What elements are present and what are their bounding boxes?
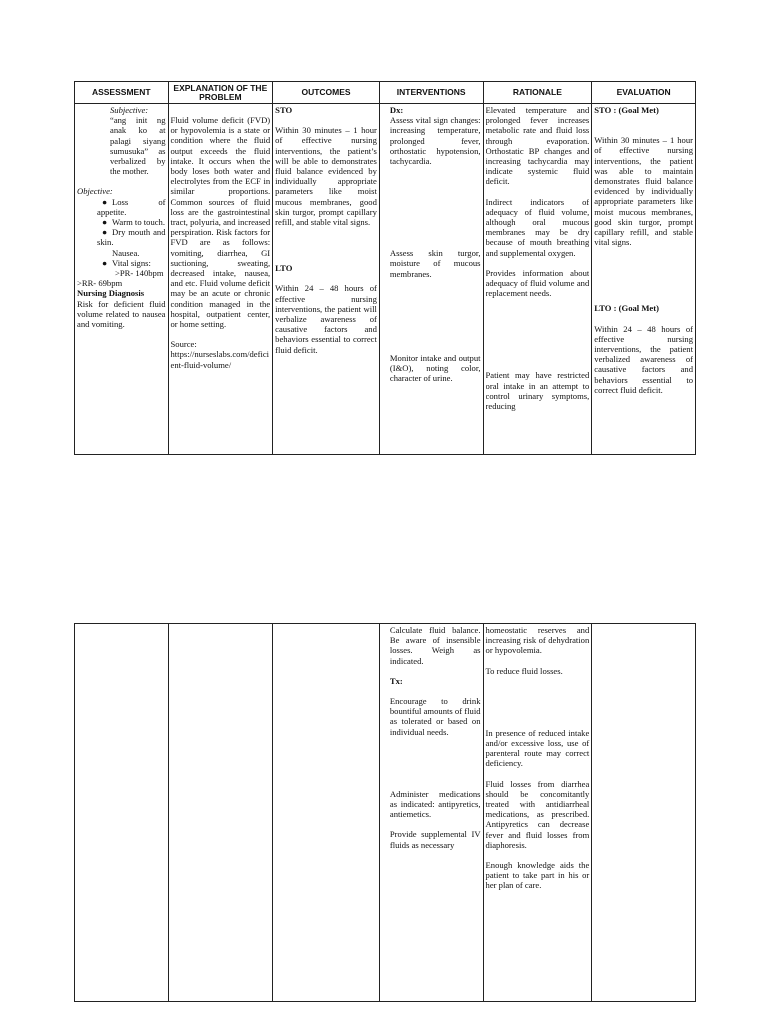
eval-lto-text: Within 24 – 48 hours of effective nursing interventions, the patient verbalized awareness of causative factors and behaviors essential to correct fluid deficit. [594,323,693,395]
explanation-cell-continued [168,624,273,1002]
outcomes-cell-continued [273,624,380,1002]
bullet-icon: ● [102,217,108,228]
eval-sto-text: Within 30 minutes – 1 hour of effective nursing interventions, the patient was able to maintain demonstrates fluid balance evidenced by individually appropriate parameters like moist mucous membranes, good skin turgor, prompt capillary refill, and stable vital signs. [594,135,693,248]
header-explanation: EXPLANATION OF THE PROBLEM [168,82,273,104]
intervention-item: Provide supplemental IV fluids as necessary [389,829,481,850]
sto-text: Within 30 minutes – 1 hour of effective nursing interventions, the patient’s will be able to demonstrates fluid balance evidenced by individually appropriate parameters like moist mucous membranes, good skin turgor, prompt capillary refill, and stable vital signs. [275,125,377,228]
interventions-cell [379,104,483,455]
bullet-text: Dry mouth and skin. [97,227,166,248]
objective-label: Objective: [77,186,113,197]
outcomes-cell [273,104,380,455]
bullet-text: Loss of appetite. [97,196,166,217]
assessment-cell-continued [75,624,169,1002]
rationale-item: Fluid losses from diarrhea should be concomitantly treated with antidiarrheal medications, as prescribed. Antipyretics can decrease fever and fluid losses from diaphoresis. [485,778,590,850]
rationale-item: In presence of reduced intake and/or excessive loss, use of parenteral route may correct deficiency. [485,727,590,769]
bullet-text: Warm to touch. [112,217,166,228]
explanation-text: Fluid volume deficit (FVD) or hypovolemia is a state or condition where the fluid output exceeds the fluid intake. It occurs when the body loses both water and electrolytes from the ECF in similar proportions. Common sources of fluid loss are the gastrointestinal tract, polyuria, and increased perspiration. Risk factors for FVD are as follows: vomiting, diarrhea, GI suctioning, sweating, decreased intake, nausea, and etc. Fluid volume deficit may be an acute or chronic condition managed in the hospital, outpatient center, or home setting. [170,115,271,330]
dx-label: Dx: [389,105,404,115]
nursing-diagnosis-label: Nursing Diagnosis [77,288,145,299]
header-rationale: RATIONALE [483,82,592,104]
bullet-icon: ● [102,257,108,268]
respiratory-rate: >RR- 69bpm [77,278,123,289]
header-row [75,82,696,104]
bullet-icon: ● [102,227,108,238]
source-url: https://nurseslabs.com/deficient-fluid-volume/ [170,349,270,370]
care-plan-table-page2 [74,623,696,1002]
subjective-text: “ang init ng anak ko at palagi siyang sumusuka” as verbalized by the mother. [110,115,166,177]
header-assessment: ASSESSMENT [75,82,169,104]
vital-signs-label: Vital signs: [112,257,151,268]
rationale-item: Enough knowledge aids the patient to take part in his or her plan of care. [485,860,590,891]
intervention-item: Monitor intake and output (I&O), noting color, character of urine. [389,352,481,384]
nausea-text: Nausea. [112,247,140,258]
pulse-rate: >PR- 140bpm [115,268,164,279]
care-plan-table-page1 [74,81,696,455]
rationale-item: Patient may have restricted oral intake in an attempt to control urinary symptoms, reducing [485,370,590,412]
intervention-item: Assess vital sign changes: increasing temperature, prolonged fever, orthostatic hypotension, tachycardia. [389,115,481,167]
bullet-item [77,258,166,268]
source-label: Source: [170,339,197,350]
lto-label: LTO [275,263,293,274]
intervention-item: Administer medications as indicated: antipyretics, antiemetics. [389,788,481,820]
rationale-item: To reduce fluid losses. [485,665,563,676]
bullet-item [77,217,166,227]
intervention-item: Calculate fluid balance. Be aware of insensible losses. Weigh as indicated. [389,625,481,666]
intervention-item: Assess skin turgor, moisture of mucous membranes. [389,248,481,279]
header-evaluation: EVALUATION [592,82,696,104]
rationale-item: homeostatic reserves and increasing risk of dehydration or hypovolemia. [485,625,590,656]
rationale-cell [483,104,592,455]
evaluation-cell [592,104,696,455]
rationale-item: Provides information about adequacy of fluid volume and replacement needs. [485,267,590,299]
sto-label: STO [275,105,293,115]
body-row-1 [75,104,696,455]
rationale-item: Elevated temperature and prolonged fever increases metabolic rate and fluid loss through evaporation. Orthostatic BP changes and increasing tachycardia may indicate systemic fluid deficit. [485,105,590,187]
nursing-diagnosis-text: Risk for deficient fluid volume related to nausea and vomiting. [77,298,166,330]
evaluation-cell-continued [592,624,696,1002]
subjective-label: Subjective: [110,105,149,115]
intervention-item: Encourage to drink bountiful amounts of fluid as tolerated or based on individual needs. [389,696,481,737]
explanation-cell [168,104,273,455]
header-outcomes: OUTCOMES [273,82,380,104]
eval-lto-label: LTO : (Goal Met) [594,303,659,314]
header-interventions: INTERVENTIONS [379,82,483,104]
rationale-cell-continued [483,624,592,1002]
tx-label: Tx: [389,675,403,686]
interventions-cell-continued [379,624,483,1002]
body-row-2 [75,624,696,1002]
bullet-item [77,197,166,217]
bullet-icon: ● [102,196,108,207]
rationale-item: Indirect indicators of adequacy of fluid volume, although oral mucous membranes may be dry because of mouth breathing and supplemental oxygen. [485,196,590,258]
assessment-cell [75,104,169,455]
eval-sto-label: STO : (Goal Met) [594,105,659,115]
lto-text: Within 24 – 48 hours of effective nursing interventions, the patient will verbalize awareness of causative factors and behaviors essential to correct fluid deficit. [275,283,377,355]
bullet-item [77,227,166,247]
